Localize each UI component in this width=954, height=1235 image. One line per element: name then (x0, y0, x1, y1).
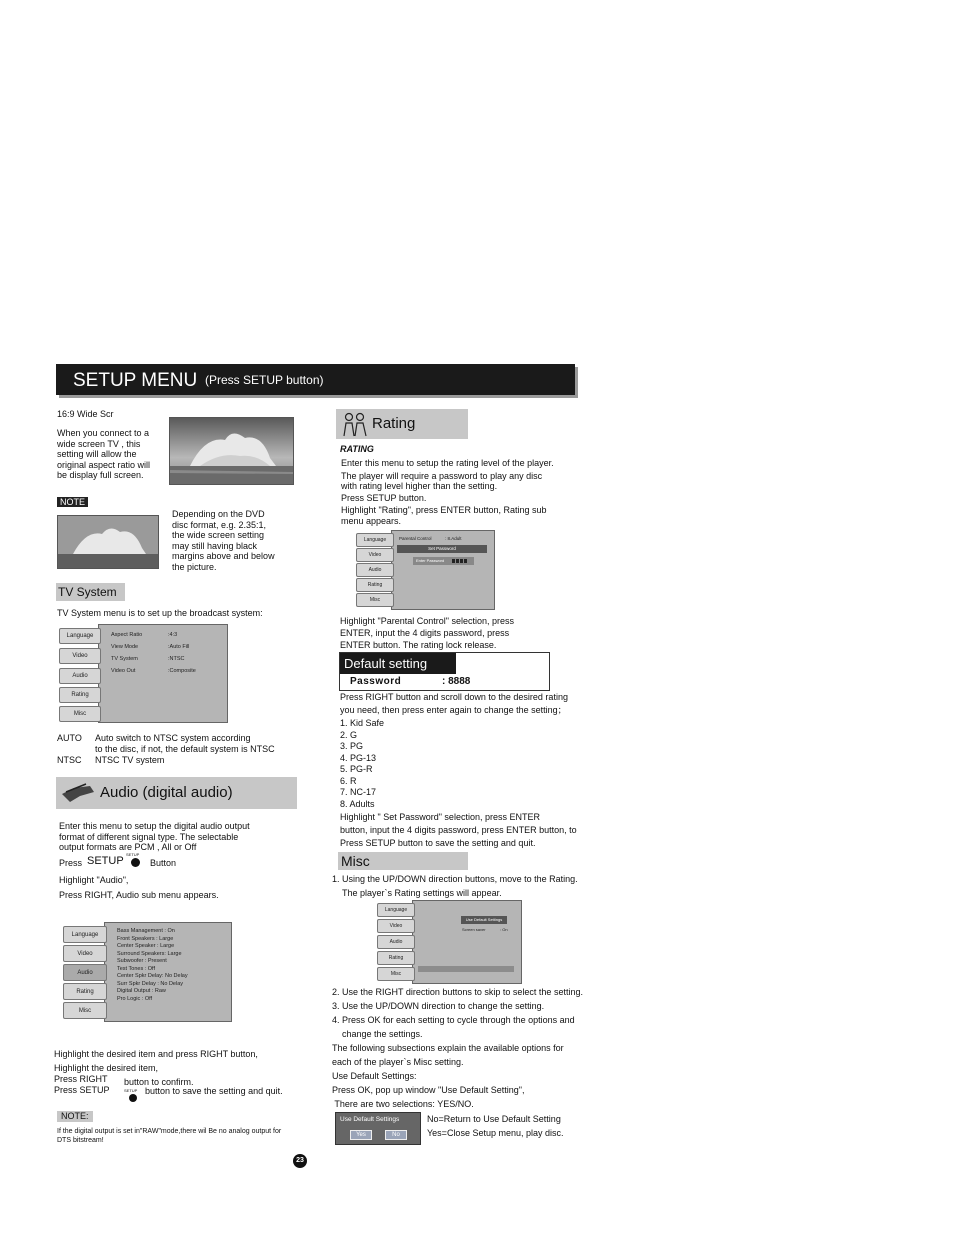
rating-title: Rating (372, 415, 416, 432)
audio-setting: Front Speakers : Large (117, 935, 174, 942)
menu-audio[interactable]: Audio (377, 935, 415, 949)
audio-setting: Bass Management : On (117, 928, 175, 934)
audio-step4a: Press SETUP (54, 1085, 110, 1095)
audio-step2: Highlight the desired item, (54, 1063, 159, 1073)
page-number: 23 (293, 1154, 307, 1168)
menu-video[interactable]: Video (377, 919, 415, 933)
misc-bar (338, 852, 468, 870)
row-tv-system: TV System (111, 656, 138, 662)
list-item: 2. G (340, 729, 358, 740)
misc-step: 3. Use the UP/DOWN direction to change the setting. (332, 1001, 545, 1011)
menu-audio[interactable]: Audio (59, 668, 101, 684)
menu-misc[interactable]: Misc (356, 593, 394, 607)
val-view-mode: :Auto Fill (168, 644, 190, 650)
use-default-settings-row[interactable]: Use Default Settings (461, 916, 507, 924)
val-tv-system: :NTSC (168, 656, 185, 662)
rating-after: ENTER button. The rating lock release. (340, 640, 497, 650)
iceberg-photo-letterbox (57, 515, 159, 569)
misc-step: 2. Use the RIGHT direction buttons to skip to select the setting. (332, 987, 583, 997)
menu-rating[interactable]: Rating (356, 578, 394, 592)
use-default-popup (335, 1112, 421, 1145)
audio-press-right: Press RIGHT, Audio sub menu appears. (59, 890, 219, 900)
audio-menu (62, 922, 232, 1022)
row-screen-saver: Screen saver (462, 927, 486, 932)
setup-button-icon (129, 1094, 137, 1102)
audio-step3b: button to confirm. (124, 1077, 194, 1087)
audio-setting: Surround Speakers: Large (117, 950, 182, 957)
rating-line: Enter this menu to setup the rating level of the player. (341, 458, 554, 468)
setup-menu-header (56, 364, 575, 395)
rating-final: Press SETUP button to save the setting and quit. (340, 838, 536, 848)
no-text: No=Return to Use Default Setting (427, 1114, 561, 1124)
list-item: 3. PG (340, 741, 364, 751)
auto-text: Auto switch to NTSC system according (95, 733, 251, 743)
menu-language[interactable]: Language (356, 533, 394, 547)
menu-language[interactable]: Language (59, 628, 101, 644)
setup-small-label-2: SETUP (124, 1088, 138, 1093)
audio-step4b: button to save the setting and quit. (145, 1086, 283, 1096)
audio-setting: Test Tones : Off (117, 965, 156, 972)
misc-title: Misc (341, 853, 370, 869)
header-subtitle: (Press SETUP button) (205, 373, 324, 387)
password-label: Password (350, 676, 402, 687)
misc-step: each of the player`s Misc setting. (332, 1057, 464, 1067)
rating-after: Highlight "Parental Control" selection, press (340, 616, 514, 626)
menu-video[interactable]: Video (356, 548, 394, 562)
row-aspect-ratio: Aspect Ratio (111, 632, 143, 638)
rating-line: The player will require a password to play any disc (341, 471, 543, 481)
rating-bar (336, 409, 468, 439)
menu-misc[interactable]: Misc (63, 1002, 107, 1019)
val-parental-control: : 8.Adult (445, 536, 462, 541)
menu-rating[interactable]: Rating (59, 687, 101, 703)
password-value: : 8888 (442, 676, 471, 687)
menu-misc[interactable]: Misc (59, 706, 101, 722)
note-label: NOTE (57, 497, 88, 507)
audio-note-label: NOTE: (57, 1111, 93, 1122)
row-video-out: Video Out (111, 668, 136, 674)
menu-language[interactable]: Language (63, 926, 107, 943)
audio-press: Press (59, 858, 83, 868)
yes-button[interactable]: Yes (350, 1130, 372, 1140)
list-item: 4. PG-13 (340, 752, 377, 763)
audio-setting: Surr Spkr Delay : No Delay (117, 980, 184, 987)
audio-text3: output formats are PCM , All or Off (59, 842, 197, 852)
rating-final: button, input the 4 digits password, press ENTER button, to (340, 825, 577, 835)
rating-menu (355, 530, 495, 610)
audio-title: Audio (digital audio) (100, 784, 233, 801)
popup-title: Use Default Settings (340, 1116, 400, 1123)
setup-button-icon (131, 858, 140, 867)
menu-misc[interactable]: Misc (377, 967, 415, 981)
note-text: Depending on the DVD disc format, e.g. 2.35:1, the wide screen setting may still having black margins above and below the picture. (172, 509, 275, 572)
audio-text2: format of different signal type. The selectable (59, 832, 239, 842)
audio-bar (56, 777, 297, 809)
wide-heading: 16:9 Wide Scr (57, 409, 114, 419)
tv-system-intro: TV System menu is to set up the broadcast system: (57, 608, 263, 618)
menu-rating[interactable]: Rating (63, 983, 107, 1000)
rating-levels (340, 718, 384, 810)
auto-text2: to the disc, if not, the default system is NTSC (95, 744, 275, 754)
misc-step: 4. Press OK for each setting to cycle through the options and (332, 1015, 575, 1025)
speaker-icon (60, 782, 96, 804)
menu-rating[interactable]: Rating (377, 951, 415, 965)
misc-step: Use Default Settings: (332, 1071, 417, 1081)
audio-note1: If the digital output is set in"RAW"mode,there wil Be no analog output for (57, 1128, 282, 1135)
menu-video[interactable]: Video (59, 648, 101, 664)
misc-step1: 1. Using the UP/DOWN direction buttons, move to the Rating. (332, 874, 578, 884)
audio-note2: DTS bitstream! (57, 1137, 104, 1144)
audio-highlight: Highlight "Audio", (59, 875, 129, 885)
audio-step3a: Press RIGHT (54, 1074, 108, 1084)
family-icon (341, 412, 369, 438)
misc-menu-footer (418, 966, 514, 972)
menu-language[interactable]: Language (377, 903, 415, 917)
rating-after: ENTER, input the 4 digits password, press (340, 628, 510, 638)
rating-line: menu appears. (341, 516, 402, 526)
rating-scroll2: you need, then press enter again to change the setting； (340, 705, 567, 715)
password-dots (452, 559, 468, 563)
val-aspect-ratio: :4:3 (168, 632, 178, 638)
misc-step1b: The player`s Rating settings will appear. (342, 888, 502, 898)
setup-small-label: SETUP (126, 852, 140, 857)
auto-label: AUTO (57, 733, 82, 743)
list-item: 7. NC-17 (340, 787, 377, 797)
misc-step: The following subsections explain the available options for (332, 1043, 564, 1053)
audio-setting: Center Speaker : Large (117, 943, 175, 949)
rating-line: Press SETUP button. (341, 493, 427, 503)
audio-setup: SETUP (87, 855, 124, 867)
audio-setting: Digital Output : Raw (117, 988, 166, 994)
row-view-mode: View Mode (111, 644, 139, 650)
tv-system-title: TV System (58, 585, 117, 599)
audio-setting: Subwoofer : Present (117, 958, 167, 964)
audio-setting: Pro Logic : Off (117, 995, 153, 1002)
enter-password-box[interactable]: Enter Password (413, 557, 474, 565)
rating-line: Highlight "Rating", press ENTER button, Rating sub (341, 505, 547, 515)
audio-button-word: Button (150, 858, 177, 868)
list-item: 5. PG-R (340, 764, 373, 774)
menu-audio[interactable]: Audio (63, 964, 107, 981)
wide-text: When you connect to a wide screen TV , this setting will allow the original aspect ratio will be display full screen. (57, 428, 151, 480)
header-title: SETUP MENU (73, 370, 198, 391)
default-setting-box (339, 652, 550, 691)
no-button[interactable]: No (385, 1130, 407, 1140)
audio-step1: Highlight the desired item and press RIGHT button, (54, 1049, 258, 1059)
tv-system-menu (58, 624, 228, 722)
list-item: 6. R (340, 775, 357, 786)
ntsc-label: NTSC (57, 755, 82, 765)
rating-final: Highlight " Set Password" selection, press ENTER (340, 812, 540, 822)
menu-video[interactable]: Video (63, 945, 107, 962)
tv-system-bar (56, 583, 125, 601)
list-item: 1. Kid Safe (340, 718, 385, 728)
misc-step: change the settings. (332, 1029, 423, 1039)
val-screen-saver: : On (500, 927, 508, 932)
list-item: 8. Adults (340, 798, 375, 809)
yes-text: Yes=Close Setup menu, play disc. (427, 1128, 564, 1138)
rating-subtitle: RATING (340, 444, 374, 454)
iceberg-photo-wide (169, 417, 294, 485)
set-password-row[interactable]: Set Password (397, 545, 487, 553)
misc-menu (376, 900, 522, 984)
menu-audio[interactable]: Audio (356, 563, 394, 577)
misc-step: There are two selections: YES/NO. (332, 1099, 474, 1109)
audio-text1: Enter this menu to setup the digital audio output (59, 821, 250, 831)
val-video-out: :Composite (168, 668, 196, 674)
default-setting-title: Default setting (344, 656, 428, 671)
rating-scroll1: Press RIGHT button and scroll down to the desired rating (340, 692, 568, 702)
row-parental-control: Parental Control (399, 536, 432, 541)
misc-step: Press OK, pop up window "Use Default Setting", (332, 1085, 525, 1095)
rating-line: with rating level higher than the setting. (341, 481, 498, 491)
ntsc-text: NTSC TV system (95, 755, 165, 765)
audio-setting: Center Spkr Delay: No Delay (117, 973, 188, 979)
